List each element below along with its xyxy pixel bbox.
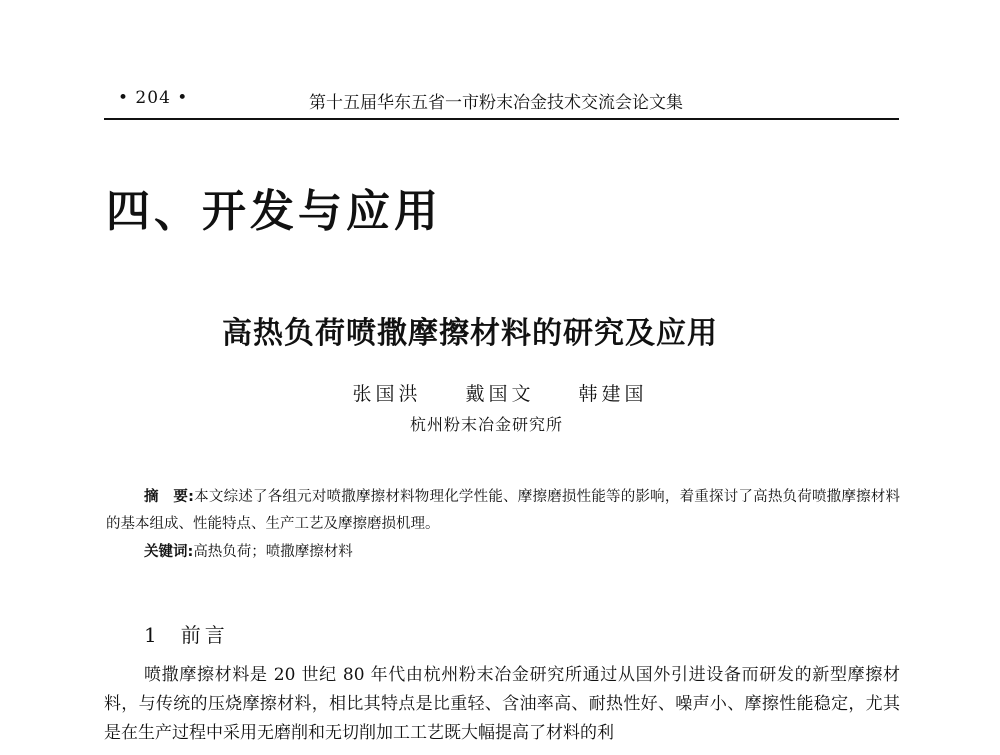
abstract-text: 本文综述了各组元对喷撒摩擦材料物理化学性能、摩擦磨损性能等的影响，着重探讨了高热负荷喷撒摩擦材料的基本组成、性能特点、生产工艺及摩擦磨损机理。 [106, 489, 901, 532]
page-number: • 204 • [118, 88, 189, 108]
keywords-label: 关键词 [144, 544, 188, 560]
author-name: 戴国文 [465, 383, 535, 405]
body-paragraph: 喷撒摩擦材料是 20 世纪 80 年代由杭州粉末冶金研究所通过从国外引进设备而研发的新型摩擦材料，与传统的压烧摩擦材料，相比其特点是比重轻、含油率高、耐热性好、噪声小、摩擦性能稳定，尤其是在生产过程中采用无磨削和无切削加工工艺既大幅提高了材料的利 [104, 665, 900, 743]
running-header-title: 第十五届华东五省一市粉末冶金技术交流会论文集 [309, 93, 683, 113]
body-text [104, 661, 900, 748]
section-heading: 四、开发与应用 [106, 186, 442, 237]
section-number: 1 [144, 623, 157, 647]
header-rule [104, 118, 899, 120]
author-list [0, 379, 1000, 406]
author-name: 张国洪 [352, 383, 422, 405]
section-title: 前言 [180, 623, 229, 647]
keywords: 关键词:高热负荷；喷撒摩擦材料 [144, 544, 353, 560]
author-name: 韩建国 [578, 383, 648, 405]
abstract: 摘 要:本文综述了各组元对喷撒摩擦材料物理化学性能、摩擦磨损性能等的影响，着重探讨了高热负荷喷撒摩擦材料的基本组成、性能特点、生产工艺及摩擦磨损机理。 [106, 489, 901, 532]
affiliation: 杭州粉末冶金研究所 [410, 415, 564, 434]
keywords-text: 高热负荷；喷撒摩擦材料 [193, 544, 353, 560]
paper-title: 高热负荷喷撒摩擦材料的研究及应用 [222, 316, 718, 351]
abstract-label: 摘 要 [144, 489, 189, 505]
section-1-heading [144, 619, 229, 648]
